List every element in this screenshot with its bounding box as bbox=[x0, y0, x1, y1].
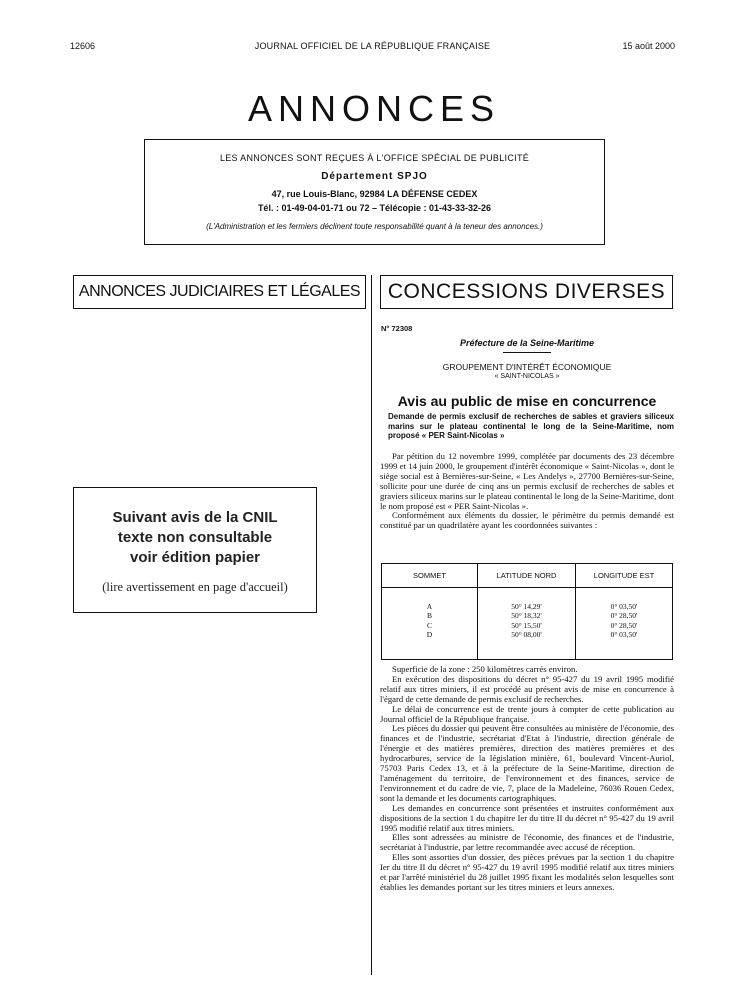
paragraph: Les demandes en concurrence sont présentées et instruites conformément aux dispositions de la section 1 du chapitre Ier du titre II du décret n° 95-427 du 19 avril 1995 modifié relatif aux titres miniers. bbox=[380, 802, 674, 833]
info-box bbox=[144, 139, 605, 245]
prefecture-title: Préfecture de la Seine-Maritime bbox=[459, 338, 595, 348]
demande-subtitle: Demande de permis exclusif de recherches de sables et graviers siliceux marins sur le plateau continental le long de la Seine-Maritime, nom proposé « PER Saint-Nicolas » bbox=[388, 412, 674, 440]
right-section-heading: CONCESSIONS DIVERSES bbox=[380, 275, 673, 309]
info-line-disclaimer: (L'Administration et les fermiers déclinent toute responsabilité quant à la teneur des annonces.) bbox=[206, 222, 543, 231]
paragraph: En exécution des dispositions du décret n° 95-427 du 19 avril 1995 modifié relatif aux titres miniers, il est procédé au présent avis de mise en concurrence à l'égard de cette demande de permis exclusif de recherches. bbox=[380, 673, 674, 704]
cnil-note: (lire avertissement en page d'accueil) bbox=[102, 580, 288, 594]
page-header bbox=[70, 41, 675, 55]
info-line-department: Département SPJO bbox=[321, 170, 428, 182]
cnil-line-1: Suivant avis de la CNIL bbox=[112, 509, 278, 526]
paragraph: Les pièces du dossier qui peuvent être consultées au ministère de l'économie, des finances et de l'industrie, secrétariat d'Etat à l'industrie, direction générale de l'énergie et des matières premières, direction des matières premières et des hydrocarbures, service de la législation minière, 61, boulevard Vincent-Auriol, 75703 Paris Cedex 13, et à la préfecture de la Seine-Maritime, direction de l'aménagement du territoire, de l'environnement et des finances, service de l'environnement et du cadre de vie, 7, place de la Madeleine, 76036 Rouen Cedex, sont la demande et les documents cartographiques. bbox=[380, 723, 674, 803]
table-cell: 0° 03,50' bbox=[610, 602, 638, 611]
page-number: 12606 bbox=[70, 41, 96, 51]
info-line-address: 47, rue Louis-Blanc, 92984 LA DÉFENSE CEDEX bbox=[271, 189, 478, 199]
publication-date: 15 août 2000 bbox=[622, 41, 675, 51]
paragraph: Le délai de concurrence est de trente jours à compter de cette publication au Journal officiel de la République française. bbox=[380, 703, 674, 724]
notice-number: N° 72308 bbox=[381, 324, 413, 333]
table-cell: 50° 15,50' bbox=[511, 620, 542, 630]
sommet-column bbox=[382, 588, 477, 659]
paragraph: Elles sont assorties d'un dossier, des pièces prévues par la section 1 du chapitre Ier du titre II du décret n° 95-427 du 19 avril 1995 modifié relatif aux titres miniers et par l'arrêté ministériel du 28 juillet 1995 fixant les modalités selon lesquelles sont établies les demandes portant sur les titres miniers et leurs annexes. bbox=[380, 852, 674, 892]
body-text-top bbox=[380, 452, 674, 531]
longitude-column bbox=[575, 588, 672, 659]
table-cell: 50° 14,29' bbox=[511, 602, 542, 611]
journal-title: JOURNAL OFFICIEL DE LA RÉPUBLIQUE FRANÇAISE bbox=[254, 41, 491, 51]
left-section-heading: ANNONCES JUDICIAIRES ET LÉGALES bbox=[73, 275, 366, 309]
coordinates-table bbox=[381, 563, 673, 660]
column-divider bbox=[371, 275, 372, 975]
group-line-2: « SAINT-NICOLAS » bbox=[494, 373, 560, 380]
group-line-1: GROUPEMENT D'INTÉRÊT ÉCONOMIQUE bbox=[442, 362, 612, 372]
cnil-line-2: texte non consultable bbox=[117, 529, 273, 546]
paragraph: Superficie de la zone : 250 kilomètres carrés environ. bbox=[392, 664, 578, 674]
body-text-bottom bbox=[380, 665, 674, 893]
latitude-column bbox=[477, 588, 575, 659]
table-cell: B bbox=[426, 611, 432, 621]
paragraph: Conformément aux éléments du dossier, le périmètre du permis demandé est constitué par un quadrilatère ayant les coordonnées suivantes : bbox=[380, 510, 674, 531]
table-header-cell: LATITUDE NORD bbox=[477, 564, 575, 587]
table-cell: A bbox=[426, 602, 433, 611]
group-name bbox=[380, 362, 674, 382]
avis-title: Avis au public de mise en concurrence bbox=[397, 393, 657, 409]
cnil-notice-box bbox=[73, 487, 317, 613]
table-cell: C bbox=[426, 620, 432, 630]
page-title: ANNONCES bbox=[247, 88, 501, 129]
info-line-reception: LES ANNONCES SONT REÇUES À L'OFFICE SPÉCIAL DE PUBLICITÉ bbox=[219, 153, 530, 163]
table-cell: D bbox=[426, 629, 433, 639]
table-cell: 0° 28,50' bbox=[610, 620, 638, 630]
paragraph: Par pétition du 12 novembre 1999, complétée par documents des 23 décembre 1999 et 14 juin 2000, le groupement d'intérêt économique « Saint-Nicolas », dont le siège social est à Bernières-sur-Seine, « Les Andelys », 27700 Bernières-sur-Seine, sollicite pour une durée de cinq ans un permis exclusif de recherches de sables et graviers siliceux marins sur le plateau continental le long de la Seine-Maritime, dont le nom proposé est « PER Saint-Nicolas ». bbox=[380, 451, 674, 511]
info-line-phone: Tél. : 01-49-04-01-71 ou 72 – Télécopie : 01-43-33-32-26 bbox=[257, 202, 492, 213]
paragraph: Elles sont adressées au ministre de l'économie, des finances et de l'industrie, secrétariat à l'industrie, par lettre recommandée avec accusé de réception. bbox=[380, 832, 674, 853]
table-header-row bbox=[382, 564, 672, 588]
table-body bbox=[382, 588, 672, 659]
cnil-line-3: voir édition papier bbox=[129, 549, 261, 566]
table-cell: 0° 28,50' bbox=[610, 611, 638, 621]
table-cell: 0° 03,50' bbox=[610, 629, 638, 639]
table-cell: 50° 08,00' bbox=[511, 629, 542, 639]
table-header-cell: SOMMET bbox=[413, 571, 446, 580]
table-header-cell: LONGITUDE EST bbox=[575, 564, 672, 587]
short-rule bbox=[503, 352, 551, 353]
table-cell: 50° 18,32' bbox=[511, 611, 542, 621]
